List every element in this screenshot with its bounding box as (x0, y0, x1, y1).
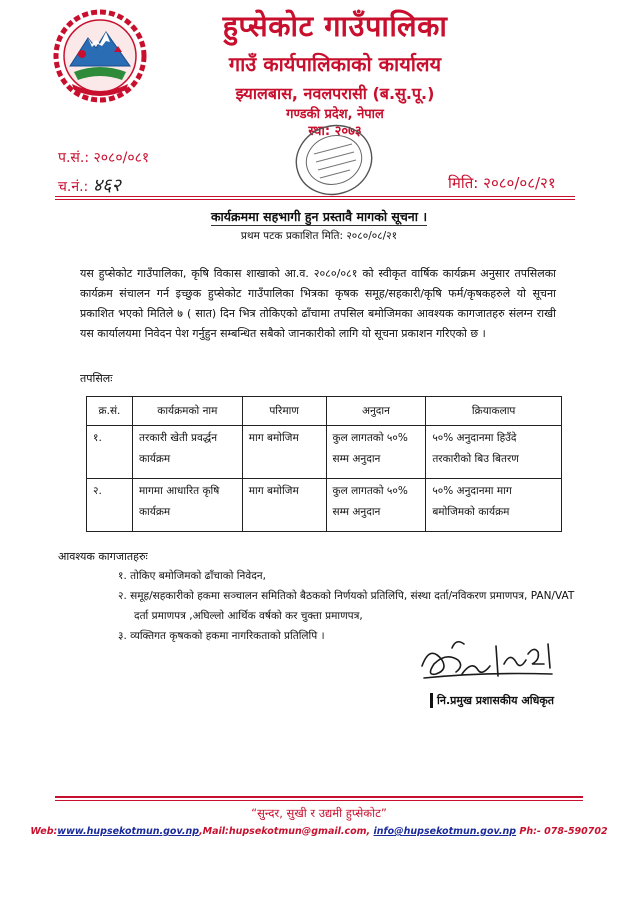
notice-body: यस हुप्सेकोट गाउँपालिका, कृषि विकास शाखाको आ.व. २०८०/०८१ को स्वीकृत वार्षिक कार्यक्रम अनुसार तपसिलका कार्यक्रम संचालन गर्न इच्छुक हुप्सेकोट गाउँपालिका भित्रका कृषक समूह/सहकारी/कृषि फर्म/कृषकहरुले यो सूचना प्रकाशित भएको मितिले ७ ( सात) दिन भित्र तोकिएको ढाँचामा तपसिल बमोजिमका आवश्यक कागजातहरु संलग्न राखी यस कार्यालयमा निवेदन पेश गर्नुहुन सम्बन्धित सबैको जानकारीको लागि यो सूचना प्रकाशन गरिएको छ । (80, 267, 556, 340)
table-header-row (87, 397, 562, 426)
org-name: हुप्सेकोट गाउँपालिका (222, 9, 448, 43)
established-year: स्था: २०७३ (308, 124, 362, 139)
office-seal-stamp (290, 118, 378, 200)
table-cell: ५०% अनुदानमा हिउँदे तरकारीको बिउ बितरण (426, 426, 562, 479)
dispatch-number (58, 173, 121, 197)
table-cell: १. (87, 426, 133, 479)
program-table (86, 396, 562, 532)
footer-motto: “सुन्दर, सुखी र उद्यमी हुप्सेकोट” (251, 806, 387, 820)
footer-divider (55, 796, 583, 801)
table-header-cell: क्रियाकलाप (426, 397, 562, 426)
office-name: गाउँ कार्यपालिकाको कार्यालय (228, 52, 442, 76)
nepal-emblem-logo (52, 8, 148, 104)
web-label: Web: (30, 826, 58, 837)
table-cell: ५०% अनुदानमा माग बमोजिमको कार्यक्रम (426, 479, 562, 532)
website-link[interactable]: www.hupsekotmun.gov.np (57, 826, 200, 837)
header-divider (55, 196, 575, 200)
table-cell: तरकारी खेती प्रवर्द्धन कार्यक्रम (132, 426, 242, 479)
table-cell: कुल लागतको ५०% सम्म अनुदान (326, 479, 426, 532)
table-cell: २. (87, 479, 133, 532)
list-item: ३. व्यक्तिगत कृषकको हकमा नागरिकताको प्रतिलिपि । (118, 630, 325, 642)
cn-label: च.नं.: (58, 179, 89, 195)
info-email-link[interactable]: info@hupsekotmun.gov.np (373, 826, 517, 837)
ps-value: २०८०/०८१ (93, 150, 150, 166)
mail-label: ,Mail: (199, 826, 229, 837)
issue-date (448, 173, 556, 193)
table-header-cell: अनुदान (326, 397, 426, 426)
officer-title: नि.प्रमुख प्रशासकीय अधिकृत (430, 693, 554, 708)
table-cell: माग बमोजिम (242, 426, 326, 479)
phone-value: 078-590702 (544, 826, 608, 837)
list-item: १. तोकिए बमोजिमको ढाँचाको निवेदन, (118, 570, 266, 582)
table-cell: कुल लागतको ५०% सम्म अनुदान (326, 426, 426, 479)
reference-number (58, 148, 149, 167)
table-header-cell: परिमाण (242, 397, 326, 426)
table-header-cell: क्र.सं. (87, 397, 133, 426)
date-label: मिति: (448, 174, 479, 192)
phone-label: Ph:- (519, 826, 541, 837)
office-address: झ्यालबास, नवलपरासी (ब.सु.पू.) (235, 84, 435, 103)
documents-label: आवश्यक कागजातहरुः (58, 550, 148, 563)
table-header-cell: कार्यक्रमको नाम (132, 397, 242, 426)
footer-contact (0, 826, 638, 837)
details-label: तपसिलः (80, 372, 113, 385)
list-item: २. समूह/सहकारीको हकमा सञ्चालन समितिको बैठकको निर्णयको प्रतिलिपि, संस्था दर्ता/नविकरण प्रमाणपत्र, PAN/VAT दर्ता प्रमाणपत्र ,अघिल्लो आर्थिक वर्षको कर चुक्ता प्रमाणपत्र, (118, 590, 575, 622)
province: गण्डकी प्रदेश, नेपाल (286, 107, 384, 122)
table-row (87, 426, 562, 479)
publish-date-line: प्रथम पटक प्रकाशित मिति: २०८०/०८/२१ (240, 230, 398, 242)
notice-title-text: कार्यक्रममा सहभागी हुन प्रस्तावै मागको सूचना । (210, 209, 428, 224)
cn-value: ४६२ (92, 175, 121, 196)
handwritten-signature (412, 630, 572, 688)
table-cell: माग बमोजिम (242, 479, 326, 532)
date-value: २०८०/०८/२१ (483, 174, 556, 192)
table-cell: मागमा आधारित कृषि कार्यक्रम (132, 479, 242, 532)
ps-label: प.सं.: (58, 150, 90, 166)
mail-value[interactable]: hupsekotmun@gmail.com (228, 826, 367, 837)
info-separator: , (366, 826, 371, 837)
notice-title (0, 208, 638, 225)
table-row (87, 479, 562, 532)
